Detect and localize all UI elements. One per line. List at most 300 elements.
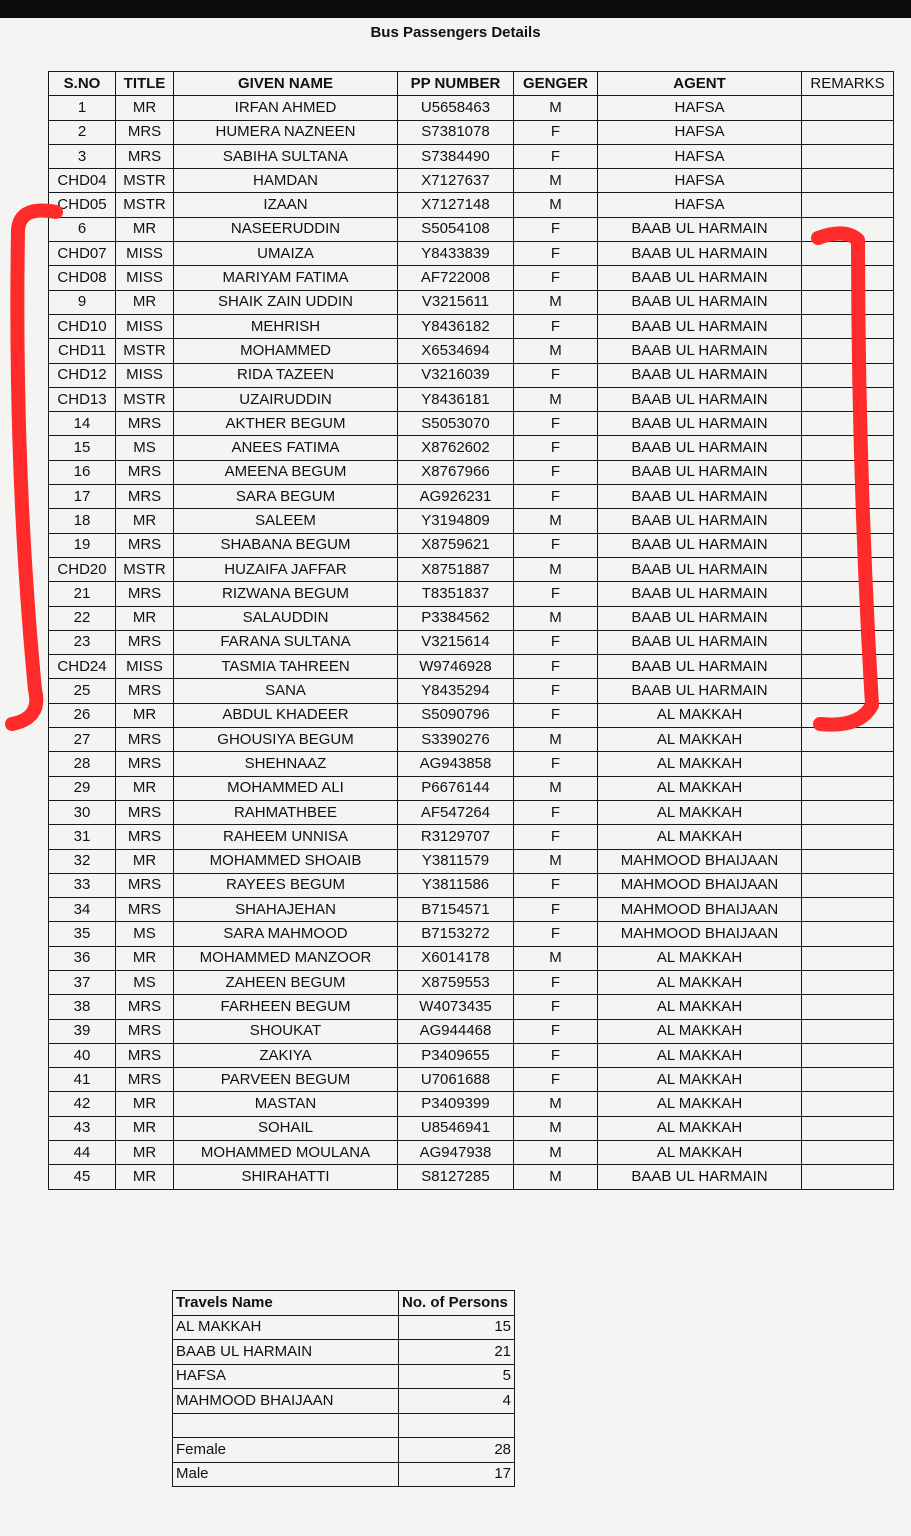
summary-label: BAAB UL HARMAIN (173, 1340, 399, 1365)
cell-title: MRS (116, 412, 174, 436)
cell-given-name: MOHAMMED MOULANA (174, 1141, 398, 1165)
cell-pp-number: S5054108 (398, 217, 514, 241)
cell-pp-number: P6676144 (398, 776, 514, 800)
cell-agent: AL MAKKAH (598, 703, 802, 727)
cell-title: MR (116, 1141, 174, 1165)
table-row (49, 995, 894, 1019)
cell-sno: CHD13 (49, 387, 116, 411)
cell-pp-number: S5090796 (398, 703, 514, 727)
table-row (49, 1165, 894, 1189)
cell-gender: F (514, 655, 598, 679)
cell-title: MRS (116, 533, 174, 557)
cell-sno: 23 (49, 630, 116, 654)
cell-pp-number: W4073435 (398, 995, 514, 1019)
cell-gender: M (514, 776, 598, 800)
cell-agent: AL MAKKAH (598, 1141, 802, 1165)
cell-remarks (802, 169, 894, 193)
table-row (49, 606, 894, 630)
cell-gender: F (514, 363, 598, 387)
table-row (49, 1043, 894, 1067)
summary-header-persons: No. of Persons (399, 1291, 515, 1316)
cell-gender: M (514, 290, 598, 314)
table-row (49, 946, 894, 970)
cell-title: MS (116, 436, 174, 460)
table-row (49, 630, 894, 654)
cell-gender: F (514, 144, 598, 168)
cell-pp-number: S7381078 (398, 120, 514, 144)
cell-agent: HAFSA (598, 96, 802, 120)
cell-sno: 43 (49, 1116, 116, 1140)
cell-title: MISS (116, 314, 174, 338)
cell-given-name: SALEEM (174, 509, 398, 533)
cell-title: MR (116, 96, 174, 120)
cell-sno: 2 (49, 120, 116, 144)
cell-pp-number: AG947938 (398, 1141, 514, 1165)
cell-given-name: FARHEEN BEGUM (174, 995, 398, 1019)
cell-sno: CHD20 (49, 557, 116, 581)
cell-pp-number: Y8435294 (398, 679, 514, 703)
cell-gender: F (514, 412, 598, 436)
cell-agent: HAFSA (598, 169, 802, 193)
cell-title: MR (116, 1165, 174, 1189)
cell-gender: F (514, 242, 598, 266)
cell-gender: F (514, 679, 598, 703)
cell-remarks (802, 582, 894, 606)
cell-pp-number: Y8436182 (398, 314, 514, 338)
cell-agent: MAHMOOD BHAIJAAN (598, 922, 802, 946)
cell-title: MS (116, 922, 174, 946)
cell-sno: CHD04 (49, 169, 116, 193)
summary-row (173, 1462, 515, 1487)
column-header-gender: GENGER (514, 72, 598, 96)
cell-remarks (802, 995, 894, 1019)
cell-pp-number: P3384562 (398, 606, 514, 630)
cell-gender: F (514, 314, 598, 338)
summary-label: HAFSA (173, 1364, 399, 1389)
cell-pp-number: X8759621 (398, 533, 514, 557)
cell-title: MISS (116, 363, 174, 387)
cell-pp-number: Y8433839 (398, 242, 514, 266)
table-row (49, 1092, 894, 1116)
cell-pp-number: Y3194809 (398, 509, 514, 533)
cell-sno: 22 (49, 606, 116, 630)
cell-pp-number: Y3811579 (398, 849, 514, 873)
table-row (49, 1116, 894, 1140)
cell-remarks (802, 193, 894, 217)
cell-sno: 30 (49, 800, 116, 824)
cell-remarks (802, 1165, 894, 1189)
cell-agent: BAAB UL HARMAIN (598, 679, 802, 703)
cell-gender: F (514, 825, 598, 849)
cell-given-name: MARIYAM FATIMA (174, 266, 398, 290)
table-row (49, 290, 894, 314)
cell-remarks (802, 946, 894, 970)
cell-agent: AL MAKKAH (598, 995, 802, 1019)
cell-agent: BAAB UL HARMAIN (598, 363, 802, 387)
cell-sno: 42 (49, 1092, 116, 1116)
cell-pp-number: X6534694 (398, 339, 514, 363)
cell-gender: F (514, 922, 598, 946)
cell-given-name: RIDA TAZEEN (174, 363, 398, 387)
cell-remarks (802, 144, 894, 168)
cell-title: MSTR (116, 339, 174, 363)
cell-agent: BAAB UL HARMAIN (598, 606, 802, 630)
cell-sno: 45 (49, 1165, 116, 1189)
cell-sno: 18 (49, 509, 116, 533)
cell-sno: CHD12 (49, 363, 116, 387)
cell-gender: F (514, 970, 598, 994)
cell-remarks (802, 1068, 894, 1092)
table-row (49, 800, 894, 824)
cell-title: MR (116, 509, 174, 533)
cell-title: MRS (116, 120, 174, 144)
table-row (49, 387, 894, 411)
cell-given-name: MOHAMMED ALI (174, 776, 398, 800)
cell-given-name: ANEES FATIMA (174, 436, 398, 460)
cell-remarks (802, 217, 894, 241)
cell-remarks (802, 460, 894, 484)
cell-pp-number: X8759553 (398, 970, 514, 994)
cell-gender: F (514, 1068, 598, 1092)
cell-given-name: SHIRAHATTI (174, 1165, 398, 1189)
cell-agent: AL MAKKAH (598, 1068, 802, 1092)
cell-sno: 32 (49, 849, 116, 873)
table-row (49, 679, 894, 703)
cell-gender: F (514, 217, 598, 241)
table-row (49, 533, 894, 557)
cell-given-name: UMAIZA (174, 242, 398, 266)
table-row (49, 728, 894, 752)
cell-given-name: PARVEEN BEGUM (174, 1068, 398, 1092)
cell-sno: 17 (49, 485, 116, 509)
cell-given-name: ABDUL KHADEER (174, 703, 398, 727)
column-header-sno: S.NO (49, 72, 116, 96)
cell-remarks (802, 266, 894, 290)
cell-remarks (802, 679, 894, 703)
summary-header-row (173, 1291, 515, 1316)
cell-pp-number: X7127148 (398, 193, 514, 217)
cell-given-name: SALAUDDIN (174, 606, 398, 630)
cell-agent: MAHMOOD BHAIJAAN (598, 849, 802, 873)
cell-given-name: MOHAMMED MANZOOR (174, 946, 398, 970)
cell-remarks (802, 922, 894, 946)
cell-given-name: HUMERA NAZNEEN (174, 120, 398, 144)
cell-remarks (802, 703, 894, 727)
cell-pp-number: AF547264 (398, 800, 514, 824)
cell-title: MSTR (116, 557, 174, 581)
cell-agent: BAAB UL HARMAIN (598, 290, 802, 314)
cell-agent: AL MAKKAH (598, 825, 802, 849)
cell-sno: 41 (49, 1068, 116, 1092)
cell-title: MRS (116, 485, 174, 509)
table-row (49, 557, 894, 581)
summary-header-travels-name: Travels Name (173, 1291, 399, 1316)
cell-title: MS (116, 970, 174, 994)
table-row (49, 582, 894, 606)
cell-remarks (802, 825, 894, 849)
cell-agent: HAFSA (598, 120, 802, 144)
table-row (49, 217, 894, 241)
cell-title: MRS (116, 800, 174, 824)
cell-title: MSTR (116, 169, 174, 193)
cell-title: MR (116, 217, 174, 241)
cell-given-name: RAHEEM UNNISA (174, 825, 398, 849)
cell-sno: 26 (49, 703, 116, 727)
cell-pp-number: V3216039 (398, 363, 514, 387)
table-row (49, 898, 894, 922)
cell-gender: F (514, 800, 598, 824)
cell-title: MRS (116, 460, 174, 484)
cell-agent: BAAB UL HARMAIN (598, 266, 802, 290)
summary-row (173, 1340, 515, 1365)
cell-gender: F (514, 1019, 598, 1043)
table-row (49, 363, 894, 387)
cell-agent: BAAB UL HARMAIN (598, 339, 802, 363)
cell-given-name: SARA BEGUM (174, 485, 398, 509)
cell-pp-number: AG944468 (398, 1019, 514, 1043)
cell-pp-number: X8767966 (398, 460, 514, 484)
cell-given-name: MOHAMMED SHOAIB (174, 849, 398, 873)
cell-pp-number: X6014178 (398, 946, 514, 970)
table-row (49, 412, 894, 436)
cell-given-name: HUZAIFA JAFFAR (174, 557, 398, 581)
cell-pp-number: U5658463 (398, 96, 514, 120)
cell-gender: F (514, 120, 598, 144)
cell-title: MRS (116, 679, 174, 703)
cell-pp-number: S3390276 (398, 728, 514, 752)
cell-title: MRS (116, 1043, 174, 1067)
summary-label: MAHMOOD BHAIJAAN (173, 1389, 399, 1414)
cell-given-name: ZAHEEN BEGUM (174, 970, 398, 994)
cell-gender: F (514, 1043, 598, 1067)
cell-title: MRS (116, 752, 174, 776)
summary-row (173, 1315, 515, 1340)
cell-pp-number: S7384490 (398, 144, 514, 168)
cell-title: MRS (116, 582, 174, 606)
cell-gender: F (514, 485, 598, 509)
column-header-pp-number: PP NUMBER (398, 72, 514, 96)
table-row (49, 144, 894, 168)
cell-gender: M (514, 1165, 598, 1189)
cell-remarks (802, 96, 894, 120)
table-row (49, 873, 894, 897)
cell-title: MRS (116, 873, 174, 897)
cell-gender: M (514, 557, 598, 581)
cell-gender: F (514, 533, 598, 557)
table-row (49, 1019, 894, 1043)
cell-pp-number: B7154571 (398, 898, 514, 922)
summary-row (173, 1413, 515, 1438)
cell-sno: 37 (49, 970, 116, 994)
passengers-table (48, 71, 894, 1190)
cell-sno: 33 (49, 873, 116, 897)
cell-given-name: SOHAIL (174, 1116, 398, 1140)
cell-remarks (802, 776, 894, 800)
cell-agent: BAAB UL HARMAIN (598, 412, 802, 436)
cell-agent: BAAB UL HARMAIN (598, 1165, 802, 1189)
cell-title: MISS (116, 242, 174, 266)
cell-given-name: SHAIK ZAIN UDDIN (174, 290, 398, 314)
table-row (49, 242, 894, 266)
cell-remarks (802, 533, 894, 557)
cell-sno: CHD10 (49, 314, 116, 338)
cell-pp-number: P3409655 (398, 1043, 514, 1067)
cell-remarks (802, 339, 894, 363)
cell-agent: BAAB UL HARMAIN (598, 655, 802, 679)
cell-agent: AL MAKKAH (598, 776, 802, 800)
cell-agent: AL MAKKAH (598, 970, 802, 994)
cell-remarks (802, 290, 894, 314)
cell-pp-number: S5053070 (398, 412, 514, 436)
cell-title: MISS (116, 266, 174, 290)
cell-gender: M (514, 1116, 598, 1140)
cell-remarks (802, 630, 894, 654)
cell-remarks (802, 728, 894, 752)
cell-gender: M (514, 1141, 598, 1165)
passengers-header-row (49, 72, 894, 96)
summary-row (173, 1438, 515, 1463)
cell-pp-number: X7127637 (398, 169, 514, 193)
cell-sno: 29 (49, 776, 116, 800)
cell-agent: AL MAKKAH (598, 1043, 802, 1067)
cell-gender: F (514, 460, 598, 484)
cell-sno: 35 (49, 922, 116, 946)
cell-agent: BAAB UL HARMAIN (598, 460, 802, 484)
summary-count: 5 (399, 1364, 515, 1389)
cell-remarks (802, 242, 894, 266)
cell-given-name: AMEENA BEGUM (174, 460, 398, 484)
cell-title: MSTR (116, 193, 174, 217)
table-row (49, 314, 894, 338)
cell-title: MR (116, 606, 174, 630)
table-row (49, 1141, 894, 1165)
summary-label (173, 1413, 399, 1438)
cell-remarks (802, 898, 894, 922)
cell-given-name: SARA MAHMOOD (174, 922, 398, 946)
cell-pp-number: AF722008 (398, 266, 514, 290)
cell-given-name: SHOUKAT (174, 1019, 398, 1043)
summary-count: 21 (399, 1340, 515, 1365)
cell-gender: M (514, 728, 598, 752)
cell-gender: F (514, 995, 598, 1019)
cell-title: MR (116, 290, 174, 314)
table-row (49, 970, 894, 994)
cell-pp-number: X8762602 (398, 436, 514, 460)
cell-remarks (802, 436, 894, 460)
cell-sno: CHD08 (49, 266, 116, 290)
cell-gender: F (514, 582, 598, 606)
cell-gender: F (514, 266, 598, 290)
table-row (49, 436, 894, 460)
cell-gender: F (514, 898, 598, 922)
cell-given-name: TASMIA TAHREEN (174, 655, 398, 679)
cell-title: MR (116, 1092, 174, 1116)
cell-given-name: SHABANA BEGUM (174, 533, 398, 557)
cell-pp-number: Y3811586 (398, 873, 514, 897)
table-row (49, 752, 894, 776)
cell-pp-number: U8546941 (398, 1116, 514, 1140)
table-row (49, 339, 894, 363)
table-row (49, 922, 894, 946)
cell-title: MR (116, 776, 174, 800)
table-row (49, 849, 894, 873)
summary-count: 17 (399, 1462, 515, 1487)
cell-sno: 39 (49, 1019, 116, 1043)
cell-pp-number: V3215614 (398, 630, 514, 654)
summary-count: 4 (399, 1389, 515, 1414)
table-row (49, 776, 894, 800)
cell-remarks (802, 1092, 894, 1116)
cell-pp-number: V3215611 (398, 290, 514, 314)
cell-remarks (802, 1043, 894, 1067)
cell-given-name: IZAAN (174, 193, 398, 217)
cell-gender: F (514, 630, 598, 654)
column-header-title: TITLE (116, 72, 174, 96)
cell-remarks (802, 557, 894, 581)
table-row (49, 460, 894, 484)
cell-sno: 27 (49, 728, 116, 752)
table-row (49, 1068, 894, 1092)
summary-count: 28 (399, 1438, 515, 1463)
table-row (49, 193, 894, 217)
table-row (49, 825, 894, 849)
cell-sno: 19 (49, 533, 116, 557)
cell-title: MR (116, 946, 174, 970)
cell-given-name: RAHMATHBEE (174, 800, 398, 824)
cell-given-name: HAMDAN (174, 169, 398, 193)
cell-remarks (802, 800, 894, 824)
cell-sno: 1 (49, 96, 116, 120)
cell-title: MR (116, 849, 174, 873)
column-header-remarks: REMARKS (802, 72, 894, 96)
cell-gender: M (514, 606, 598, 630)
cell-pp-number: AG943858 (398, 752, 514, 776)
cell-agent: BAAB UL HARMAIN (598, 582, 802, 606)
cell-remarks (802, 1019, 894, 1043)
cell-sno: CHD07 (49, 242, 116, 266)
cell-agent: BAAB UL HARMAIN (598, 242, 802, 266)
cell-pp-number: W9746928 (398, 655, 514, 679)
cell-title: MRS (116, 630, 174, 654)
cell-sno: 15 (49, 436, 116, 460)
summary-label: Male (173, 1462, 399, 1487)
table-row (49, 120, 894, 144)
cell-agent: AL MAKKAH (598, 1092, 802, 1116)
travels-summary-table (172, 1290, 515, 1487)
summary-label: Female (173, 1438, 399, 1463)
cell-pp-number: B7153272 (398, 922, 514, 946)
cell-remarks (802, 873, 894, 897)
table-row (49, 703, 894, 727)
cell-pp-number: U7061688 (398, 1068, 514, 1092)
cell-gender: M (514, 169, 598, 193)
cell-gender: F (514, 703, 598, 727)
cell-gender: M (514, 339, 598, 363)
cell-agent: BAAB UL HARMAIN (598, 533, 802, 557)
column-header-agent: AGENT (598, 72, 802, 96)
cell-agent: BAAB UL HARMAIN (598, 630, 802, 654)
cell-sno: 44 (49, 1141, 116, 1165)
cell-pp-number: R3129707 (398, 825, 514, 849)
cell-pp-number: X8751887 (398, 557, 514, 581)
cell-gender: F (514, 752, 598, 776)
cell-given-name: UZAIRUDDIN (174, 387, 398, 411)
cell-pp-number: Y8436181 (398, 387, 514, 411)
cell-sno: 38 (49, 995, 116, 1019)
cell-gender: M (514, 96, 598, 120)
cell-agent: AL MAKKAH (598, 728, 802, 752)
cell-remarks (802, 849, 894, 873)
